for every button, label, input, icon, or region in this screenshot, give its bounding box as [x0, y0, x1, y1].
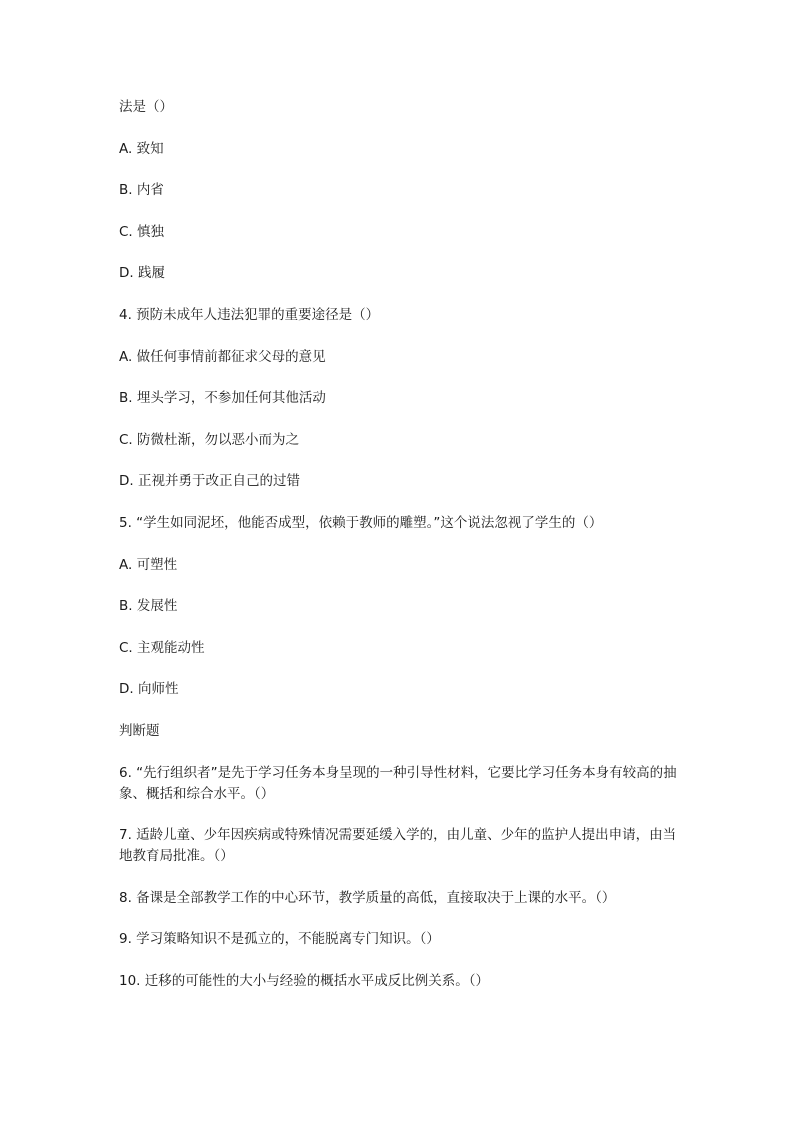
option-d: D. 践履	[119, 265, 165, 282]
question-4: 4. 预防未成年人违法犯罪的重要途径是（）	[119, 306, 380, 323]
question-9: 9. 学习策略知识不是孤立的，不能脱离专门知识。（）	[119, 931, 440, 948]
option-b: B. 内省	[119, 182, 164, 199]
option-d: D. 正视并勇于改正自己的过错	[119, 473, 300, 490]
question-8: 8. 备课是全部教学工作的中心环节，教学质量的高低，直接取决于上课的水平。（）	[119, 889, 616, 906]
question-6: 6. “先行组织者”是先于学习任务本身呈现的一种引导性材料，它要比学习任务本身有较高的抽象、概括和综合水平。（）	[119, 764, 677, 802]
question-stem-fragment: 法是（）	[119, 99, 173, 115]
question-10: 10. 迁移的可能性的大小与经验的概括水平成反比例关系。（）	[119, 972, 490, 989]
option-d: D. 向师性	[119, 681, 179, 698]
section-heading: 判断题	[119, 722, 160, 739]
question-7: 7. 适龄儿童、少年因疾病或特殊情况需要延缓入学的，由儿童、少年的监护人提出申请，由当地教育局批准。（）	[119, 826, 677, 864]
option-b: B. 发展性	[119, 598, 178, 615]
option-c: C. 慎独	[119, 223, 165, 240]
option-c: C. 防微杜渐，勿以恶小而为之	[119, 431, 300, 448]
option-b: B. 埋头学习，不参加任何其他活动	[119, 390, 326, 407]
option-a: A. 致知	[119, 140, 164, 157]
option-a: A. 可塑性	[119, 556, 178, 573]
option-c: C. 主观能动性	[119, 639, 205, 656]
option-a: A. 做任何事情前都征求父母的意见	[119, 348, 326, 365]
question-5: 5. “学生如同泥坯，他能否成型，依赖于教师的雕塑。”这个说法忽视了学生的（）	[119, 514, 603, 531]
document-body	[119, 96, 679, 1011]
